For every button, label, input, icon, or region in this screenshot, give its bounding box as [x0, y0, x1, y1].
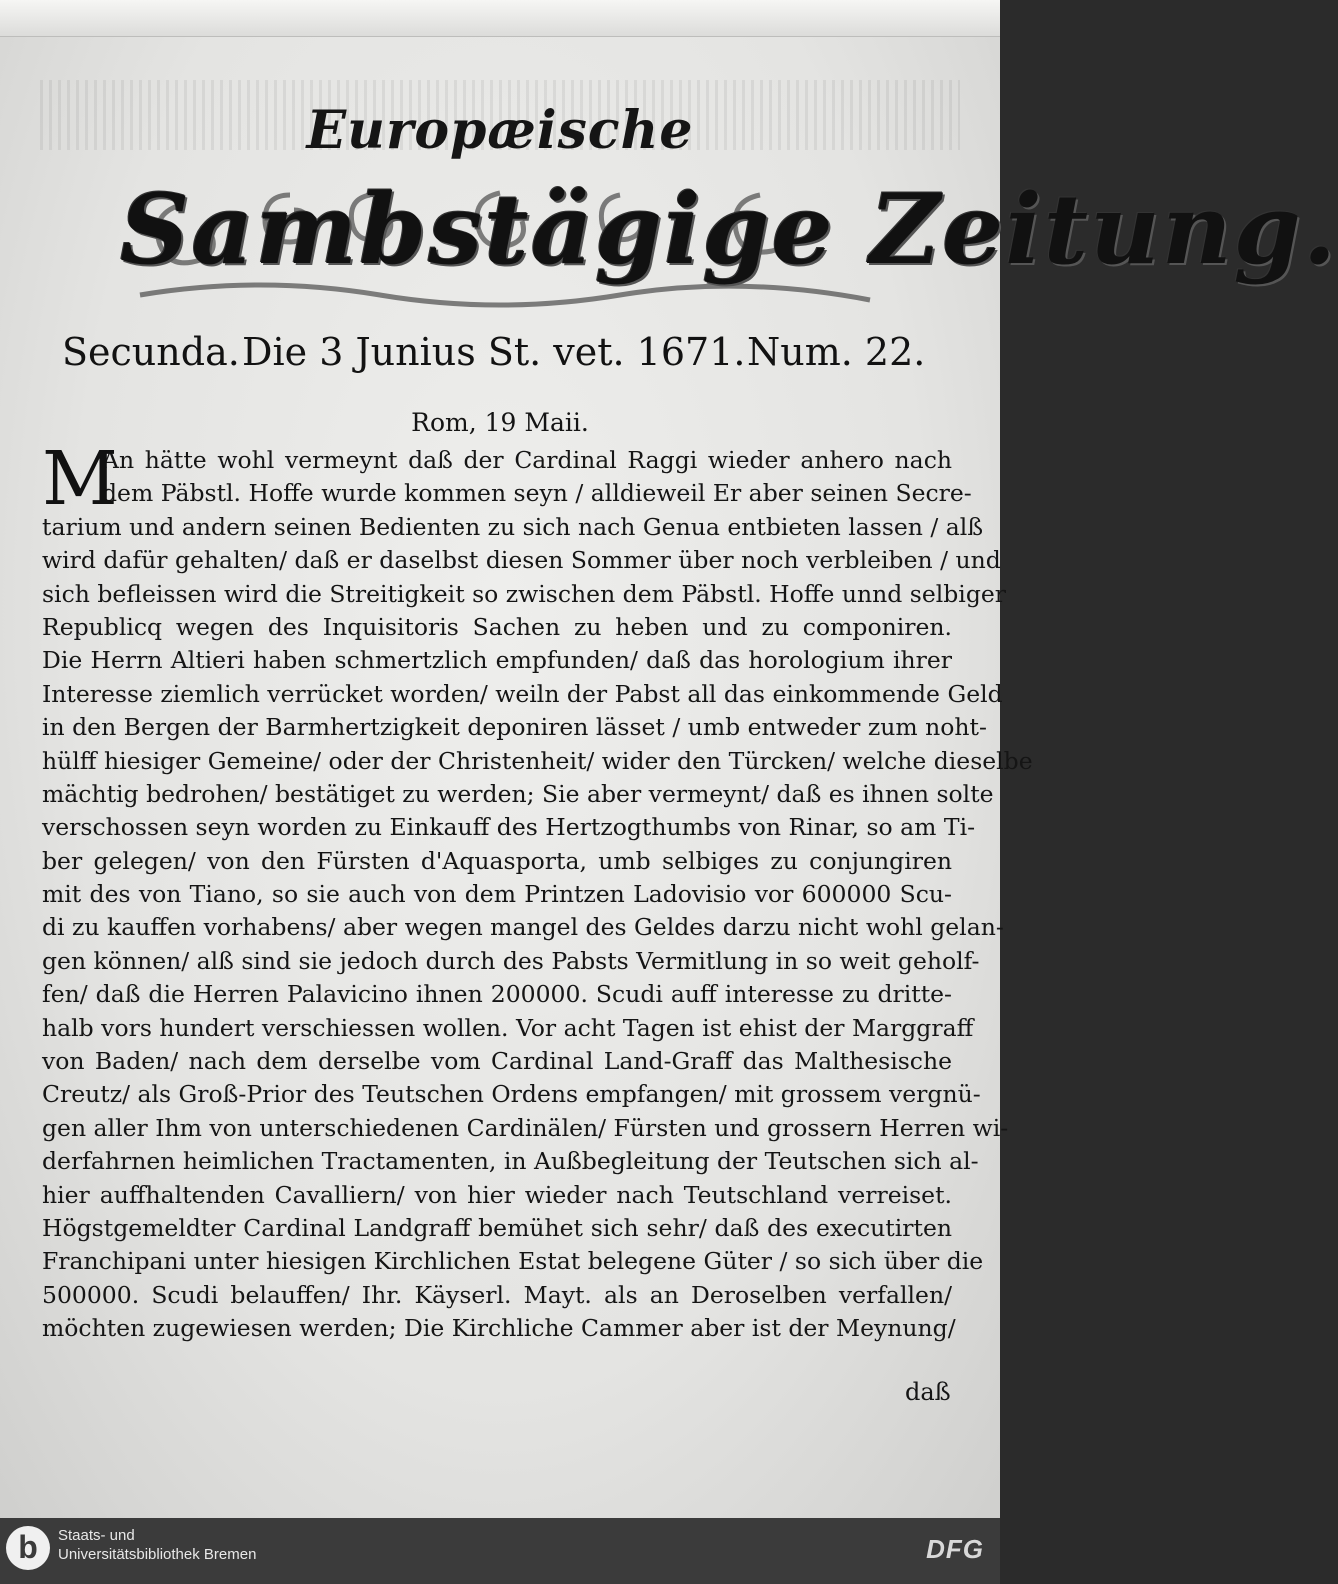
article-line: fen/ daß die Herren Palavicino ihnen 200000. Scudi auff interesse zu dritte- [42, 980, 952, 1009]
masthead-line-1: Europæische [306, 100, 694, 161]
drop-cap: M [42, 436, 118, 522]
article-line: Högstgemeldter Cardinal Landgraff bemühet sich sehr/ daß des executirten [42, 1213, 952, 1242]
article-line: dem Päbstl. Hoffe wurde kommen seyn / alldieweil Er aber seinen Secre- [102, 479, 972, 508]
footer-bar [0, 1518, 1000, 1584]
article-line: gen aller Ihm von unterschiedenen Cardinälen/ Fürsten und grossern Herren wi- [42, 1113, 1009, 1142]
article-place-date: Rom, 19 Maii. [411, 408, 589, 437]
article-line: Creutz/ als Groß-Prior des Teutschen Ordens empfangen/ mit grossem vergnü- [42, 1080, 981, 1109]
article-line: di zu kauffen vorhabens/ aber wegen mangel des Geldes darzu nicht wohl gelan- [42, 913, 1004, 942]
library-name-line-2: Universitätsbibliothek Bremen [58, 1546, 257, 1563]
article-line: Die Herrn Altieri haben schmertzlich empfunden/ daß das horologium ihrer [42, 646, 952, 675]
library-name [58, 1526, 256, 1564]
article-line: Franchipani unter hiesigen Kirchlichen Estat belegene Güter / so sich über die [42, 1247, 984, 1276]
article-line: sich befleissen wird die Streitigkeit so zwischen dem Päbstl. Hoffe unnd selbiger [42, 579, 1007, 608]
dateline [62, 330, 926, 380]
article-line: An hätte wohl vermeynt daß der Cardinal Raggi wieder anhero nach [102, 446, 952, 474]
article-line: mit des von Tiano, so sie auch von dem Printzen Ladovisio vor 600000 Scu- [42, 880, 952, 909]
article-line: halb vors hundert verschiessen wollen. Vor acht Tagen ist ehist der Marggraff [42, 1013, 974, 1042]
article-line: Interesse ziemlich verrücket worden/ weiln der Pabst all das einkommende Geld [42, 679, 1003, 708]
dateline-date: Die 3 Junius St. vet. 1671. [242, 330, 746, 374]
library-logo-icon: b [6, 1526, 50, 1570]
article-line: mächtig bedrohen/ bestätiget zu werden; Sie aber vermeynt/ daß es ihnen solte [42, 779, 994, 808]
article-body [42, 436, 1033, 1346]
article-line: möchten zugewiesen werden; Die Kirchliche Cammer aber ist der Meynung/ [42, 1314, 956, 1343]
masthead-line-2: Sambstägige Zeitung. [120, 173, 1338, 286]
library-name-line-1: Staats- und [58, 1527, 135, 1544]
article-line: hier auffhaltenden Cavalliern/ von hier wieder nach Teutschland verreiset. [42, 1180, 952, 1209]
article-line: tarium und andern seinen Bedienten zu sich nach Genua entbieten lassen / alß [42, 512, 984, 541]
article-line: Republicq wegen des Inquisitoris Sachen zu heben und zu componiren. [42, 612, 952, 641]
masthead-decorative-title [120, 165, 1338, 310]
article-line: 500000. Scudi belauffen/ Ihr. Käyserl. Mayt. als an Deroselben verfallen/ [42, 1280, 952, 1309]
article-line: ber gelegen/ von den Fürsten d'Aquasporta, umb selbiges zu conjungiren [42, 846, 952, 875]
article-line: wird dafür gehalten/ daß er daselbst diesen Sommer über noch verbleiben / und [42, 546, 1001, 575]
page-top-edge [0, 0, 1000, 37]
article-line: in den Bergen der Barmhertzigkeit deponiren lässet / umb entweder zum noht- [42, 713, 987, 742]
article-line: von Baden/ nach dem derselbe vom Cardinal Land-Graff das Malthesische [42, 1047, 952, 1076]
article-line: verschossen seyn worden zu Einkauff des Hertzogthumbs von Rinar, so am Ti- [42, 813, 976, 842]
dateline-number: Num. 22. [747, 330, 926, 374]
article-line: gen können/ alß sind sie jedoch durch des Pabsts Vermitlung in so weit geholf- [42, 946, 980, 975]
article-line: hülff hiesiger Gemeine/ oder der Christenheit/ wider den Türcken/ welche dieselbe [42, 746, 1033, 775]
dateline-day: Secunda. [62, 330, 240, 374]
dfg-logo: DFG [926, 1534, 984, 1564]
catchword: daß [905, 1378, 951, 1406]
article-line: derfahrnen heimlichen Tractamenten, in Außbegleitung der Teutschen sich al- [42, 1147, 979, 1176]
